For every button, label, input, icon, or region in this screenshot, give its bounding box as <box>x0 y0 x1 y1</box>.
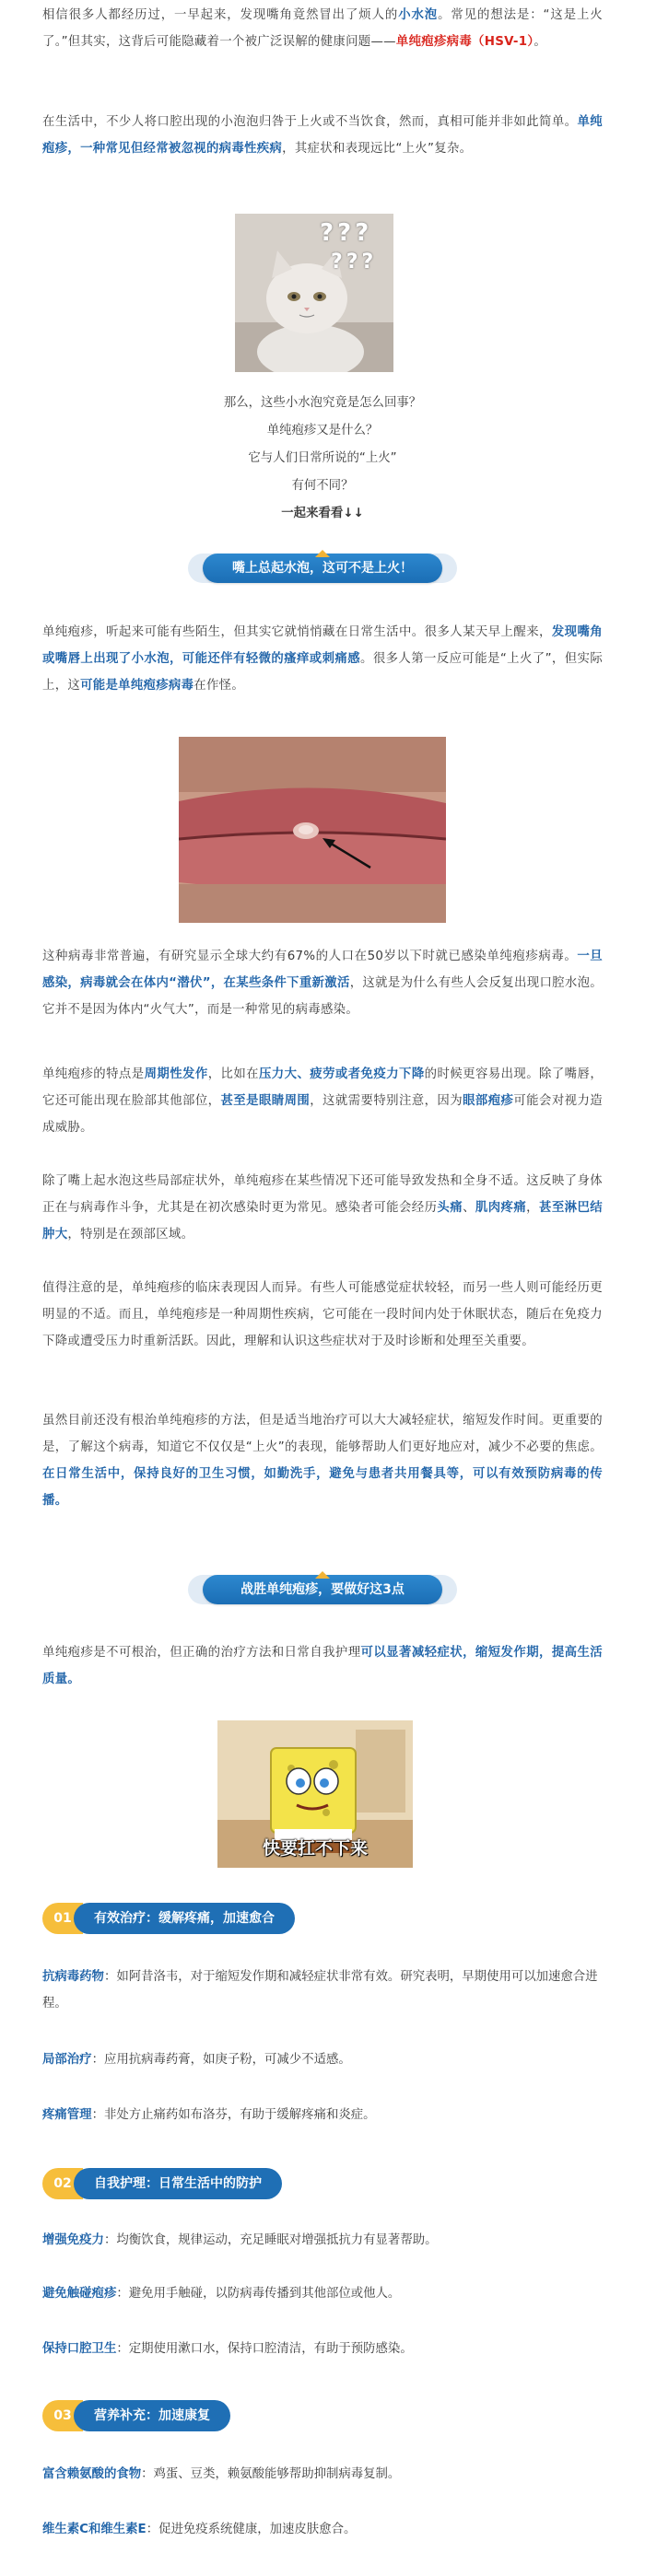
tip-tag-3-number: 03 <box>42 2400 83 2431</box>
intro-paragraph-2: 在生活中，不少人将口腔出现的小泡泡归咎于上火或不当饮食，然而，真相可能并非如此简单。单纯疱疹，一种常见但经常被忽视的病毒性疾病，其症状和表现远比“上火”复杂。 <box>42 115 603 156</box>
section1-paragraph-6: 虽然目前还没有根治单纯疱疹的方法，但是适当地治疗可以大大减轻症状，缩短发作时间。更重要的是，了解这个病毒，知道它不仅仅是“上火”的表现，能够帮助人们更好地应对，减少不必要的焦虑。在日常生活中，保持良好的卫生习惯，如勤洗手，避免与患者共用餐具等，可以有效预防病毒的传播。 <box>42 1414 603 1508</box>
lip-blister-image <box>179 737 446 923</box>
tip-item-immunity: 增强免疫力：均衡饮食，规律运动，充足睡眠对增强抵抗力有显著帮助。 <box>42 2233 438 2247</box>
question-2: 单纯疱疹又是什么？ <box>266 424 379 437</box>
section1-paragraph-5: 值得注意的是，单纯疱疹的临床表现因人而异。有些人可能感觉症状较轻，而另一些人则可能经历更明显的不适。而且，单纯疱疹是一种周期性疾病，它可能在一段时间内处于休眠状态，随后在免疫力下降或遭受压力时重新活跃。因此，理解和认识这些症状对于及时诊断和处理至关重要。 <box>42 1281 603 1348</box>
tip-item-lysine: 富含赖氨酸的食物：鸡蛋、豆类，赖氨酸能够帮助抑制病毒复制。 <box>42 2467 401 2481</box>
question-1: 那么，这些小水泡究竟是怎么回事？ <box>223 396 422 410</box>
question-3: 它与人们日常所说的“上火” <box>248 451 397 465</box>
section-banner-1 <box>188 550 457 583</box>
tip-tag-2-number: 02 <box>42 2168 83 2199</box>
tip-tag-2-label: 自我护理：日常生活中的防护 <box>74 2168 282 2199</box>
section1-paragraph-1: 单纯疱疹，听起来可能有些陌生，但其实它就悄悄藏在日常生活中。很多人某天早上醒来，发现嘴角或嘴唇上出现了小水泡，可能还伴有轻微的瘙痒或刺痛感。很多人第一反应可能是“上火了”，但实际上，这可能是单纯疱疹病毒在作怪。 <box>42 625 604 693</box>
banner-tip-icon <box>315 1571 330 1579</box>
tip-item-antiviral: 抗病毒药物：如阿昔洛韦，对于缩短发作期和减轻症状非常有效。研究表明，早期使用可以加速愈合进程。 <box>42 1970 598 2011</box>
tip-item-no-touch: 避免触碰疱疹：避免用手触碰，以防病毒传播到其他部位或他人。 <box>42 2287 401 2301</box>
section-banner-2 <box>188 1571 457 1604</box>
section1-paragraph-3: 单纯疱疹的特点是周期性发作，比如在压力大、疲劳或者免疫力下降的时候更容易出现。除了嘴唇，它还可能出现在脸部其他部位，甚至是眼睛周围，这就需要特别注意，因为眼部疱疹可能会对视力造成威胁。 <box>42 1067 604 1135</box>
section-banner-2-label: 战胜单纯疱疹，要做好这3点 <box>203 1575 442 1604</box>
tip-item-pain: 疼痛管理：非处方止痛药如布洛芬，有助于缓解疼痛和炎症。 <box>42 2108 376 2122</box>
confused-cat-image <box>235 214 393 372</box>
tip-tag-1-number: 01 <box>42 1903 83 1934</box>
tip-item-oral-hygiene: 保持口腔卫生：定期使用漱口水，保持口腔清洁，有助于预防感染。 <box>42 2342 413 2356</box>
question-marks-lower: ??? <box>331 251 378 274</box>
intro-paragraph-1: 相信很多人都经历过，一早起来，发现嘴角竟然冒出了烦人的小水泡。常见的想法是：“这是上火了。”但其实，这背后可能隐藏着一个被广泛误解的健康问题——单纯疱疹病毒（HSV-1）。 <box>42 8 604 49</box>
tip-tag-3-label: 营养补充：加速康复 <box>74 2400 230 2431</box>
tip-tag-3 <box>42 2400 310 2431</box>
sponge-cartoon-image <box>217 1720 413 1868</box>
section-banner-1-label: 嘴上总起水泡，这可不是上火！ <box>203 554 442 583</box>
question-list <box>0 390 645 528</box>
section1-paragraph-4: 除了嘴上起水泡这些局部症状外，单纯疱疹在某些情况下还可能导致发热和全身不适。这反映了身体正在与病毒作斗争，尤其是在初次感染时更为常见。感染者可能会经历头痛、肌肉疼痛，甚至淋巴结肿大，特别是在颈部区域。 <box>42 1174 603 1241</box>
tip-item-topical: 局部治疗：应用抗病毒药膏，如庚子粉，可减少不适感。 <box>42 2053 351 2067</box>
section1-paragraph-2: 这种病毒非常普遍，有研究显示全球大约有67%的人口在50岁以下时就已感染单纯疱疹病毒。一旦感染，病毒就会在体内“潜伏”，在某些条件下重新激活，这就是为什么有些人会反复出现口腔水泡。它并不是因为体内“火气大”，而是一种常见的病毒感染。 <box>42 950 604 1017</box>
tip-tag-2 <box>42 2168 310 2199</box>
question-marks: ??? <box>320 219 373 247</box>
tip-tag-1-label: 有效治疗：缓解疼痛，加速愈合 <box>74 1903 295 1934</box>
sponge-caption: 快要扛不下来 <box>262 1838 368 1859</box>
banner-tip-icon <box>315 550 330 557</box>
tip-item-vitamins: 维生素C和维生素E：促进免疫系统健康，加速皮肤愈合。 <box>42 2523 357 2536</box>
tip-tag-1 <box>42 1903 310 1934</box>
section2-paragraph-1: 单纯疱疹是不可根治，但正确的治疗方法和日常自我护理可以显著减轻症状，缩短发作期，提高生活质量。 <box>42 1646 603 1686</box>
question-4: 有何不同？ <box>291 479 354 493</box>
look-down-prompt: 一起来看看↓↓ <box>281 507 364 520</box>
